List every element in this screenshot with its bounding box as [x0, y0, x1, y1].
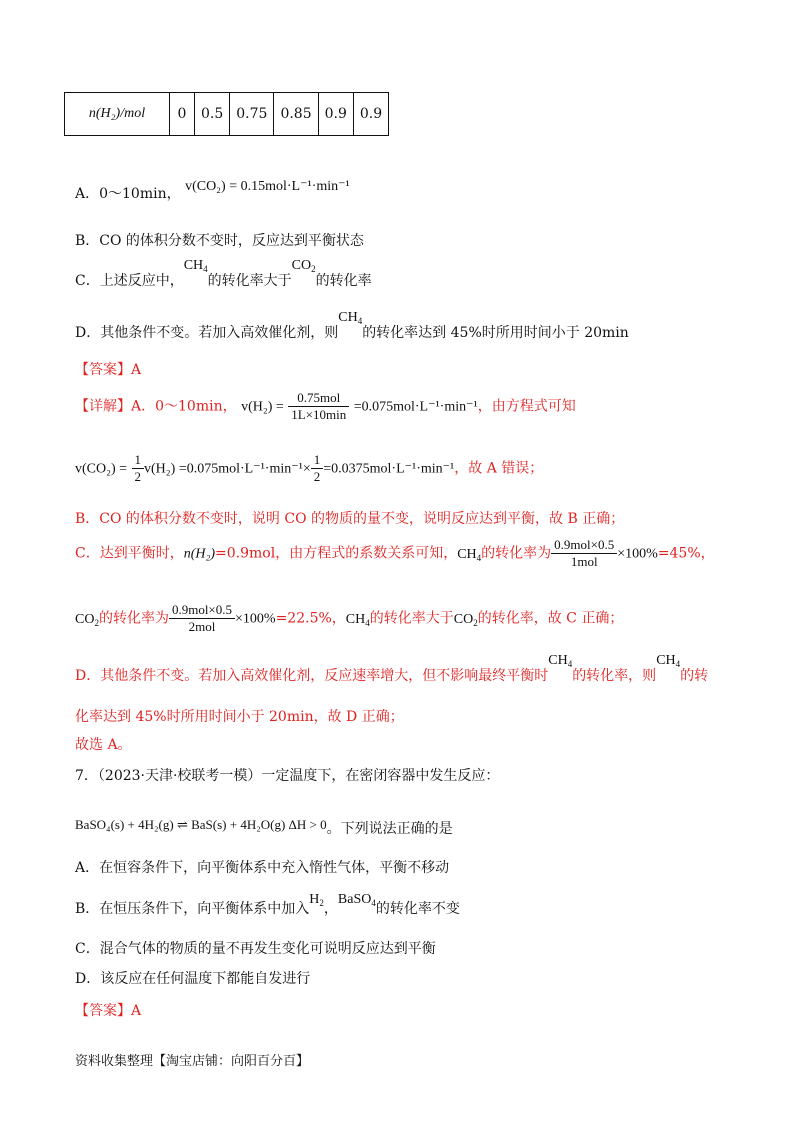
- fraction-half: $\frac{1}{2}$: [311, 452, 324, 485]
- table-row: [65, 93, 389, 136]
- q6-detail-d-line1: [75, 653, 709, 685]
- q7-stem: 7．（2023·天津·校联考一模）一定温度下，在密闭容器中发生反应：: [75, 768, 500, 784]
- option-label: A．0～10min，: [75, 186, 181, 202]
- q6-option-b: B．CO 的体积分数不变时，反应达到平衡状态: [75, 233, 364, 249]
- option-text: 的转化率: [315, 273, 372, 289]
- co2-formula: $CO_2$: [453, 611, 478, 628]
- option-text: 的转化率不变: [375, 901, 460, 917]
- ch4-formula: $CH_4$: [457, 546, 482, 563]
- detail-text: 的转化率为: [481, 545, 552, 562]
- q7-option-a: A．在恒容条件下，向平衡体系中充入惰性气体，平衡不移动: [75, 860, 450, 876]
- formula-text: =0.075mol·L⁻¹·min⁻¹: [353, 399, 478, 415]
- formula-text: v(H₂) =: [241, 399, 284, 415]
- ch4-formula: $CH_4$: [656, 653, 681, 669]
- option-text: B．在恒压条件下，向平衡体系中加入: [75, 901, 310, 917]
- table-cell: 0.85: [274, 93, 318, 136]
- detail-text: ，由方程式可知: [477, 398, 576, 415]
- detail-text: =45%，: [657, 545, 715, 562]
- option-text: C．上述反应中，: [75, 273, 184, 289]
- page-footer: 资料收集整理【淘宝店铺：向阳百分百】: [75, 1054, 310, 1069]
- reaction-equation: BaSO₄(s) + 4H₂(g) ⇌ BaS(s) + 4H₂O(g) ΔH > 0: [75, 817, 327, 832]
- q7-equation-line: [75, 818, 453, 838]
- detail-text: 的转化率大于: [369, 610, 454, 627]
- table-cell: 0: [170, 93, 195, 136]
- q6-choose: 故选 A。: [75, 737, 132, 753]
- table-cell: 0.9: [318, 93, 353, 136]
- q6-detail-d-line2: 化率达到 45%时所用时间小于 20min，故 D 正确；: [75, 709, 404, 725]
- table-cell: 0.5: [195, 93, 230, 136]
- q6-detail-b: B．CO 的体积分数不变时，说明 CO 的物质的量不变，说明反应达到平衡，故 B 正确；: [75, 511, 625, 527]
- formula-text: ×100%: [235, 611, 276, 627]
- formula-text: v(H₂) =0.075mol·L⁻¹·min⁻¹×: [144, 461, 311, 477]
- q7-option-d: D．该反应在任何温度下都能自发进行: [75, 971, 311, 987]
- fraction: $\frac{\text{0.75mol}}{1L\times 10\min}$: [288, 390, 349, 423]
- q6-detail-c-line2: [75, 602, 623, 635]
- q6-answer: 【答案】A: [75, 362, 142, 378]
- q6-detail-c-line1: [75, 537, 715, 570]
- option-a-formula: v(CO₂) = 0.15mol·L⁻¹·min⁻¹: [185, 179, 350, 194]
- formula-text: ×100%: [617, 546, 658, 562]
- fraction: $\frac{\text{0.9mol×0.5}}{\text{2mol}}$: [169, 602, 235, 635]
- fraction: $\frac{\text{0.9mol×0.5}}{\text{1mol}}$: [551, 537, 617, 570]
- detail-text: 【详解】A．0～10min，: [75, 398, 237, 415]
- detail-text: 的转: [680, 668, 709, 684]
- q7-prompt: 。下列说法正确的是: [326, 821, 453, 837]
- detail-text: 的转化率，则: [572, 668, 657, 684]
- ch4-formula: $CH_4$: [548, 653, 573, 669]
- ch4-formula: $CH_4$: [345, 611, 370, 628]
- formula-text: v(CO₂) =: [75, 461, 128, 477]
- co2-formula: $CO_2$: [75, 611, 99, 628]
- q6-detail-a-line1: [75, 390, 576, 423]
- q6-option-c: [75, 258, 372, 290]
- option-text: D．其他条件不变。若加入高效催化剂，则: [75, 325, 339, 341]
- q6-option-a: [75, 179, 350, 203]
- co2-formula: $CO_2$: [291, 258, 316, 274]
- q6-detail-a-line2: [75, 452, 543, 485]
- q7-answer: 【答案】A: [75, 1003, 142, 1019]
- detail-text: D．其他条件不变。若加入高效催化剂，反应速率增大，但不影响最终平衡时: [75, 668, 549, 684]
- baso4-formula: BaSO$_4$: [337, 892, 376, 908]
- detail-text: 的转化率，故 C 正确；: [477, 610, 624, 627]
- ch4-formula: $CH_4$: [183, 258, 208, 274]
- option-text: 的转化率达到 45%时所用时间小于 20min: [362, 325, 629, 341]
- separator: ，: [323, 901, 338, 917]
- detail-text: C．达到平衡时，: [75, 545, 184, 562]
- data-table: [64, 92, 389, 136]
- table-cell: 0.9: [353, 93, 388, 136]
- detail-text: 的转化率为: [98, 610, 169, 627]
- table-cell: 0.75: [230, 93, 274, 136]
- ch4-formula: $CH_4$: [338, 310, 363, 326]
- q6-option-d: [75, 310, 629, 342]
- q7-option-b: [75, 892, 460, 918]
- option-text: 的转化率大于: [207, 273, 292, 289]
- formula-text: n(H₂): [183, 546, 216, 562]
- formula-text: =0.0375mol·L⁻¹·min⁻¹: [323, 461, 455, 477]
- detail-text: =22.5%，: [275, 610, 346, 627]
- detail-text: ，故 A 错误；: [454, 460, 544, 477]
- h2-formula: $H_2$: [309, 892, 324, 908]
- fraction-half: $\frac{1}{2}$: [132, 452, 145, 485]
- detail-text: =0.9mol，由方程式的系数关系可知，: [215, 545, 458, 562]
- q7-option-c: C．混合气体的物质的量不再发生变化可说明反应达到平衡: [75, 941, 436, 957]
- table-header-cell: n(H₂)/mol: [65, 93, 170, 136]
